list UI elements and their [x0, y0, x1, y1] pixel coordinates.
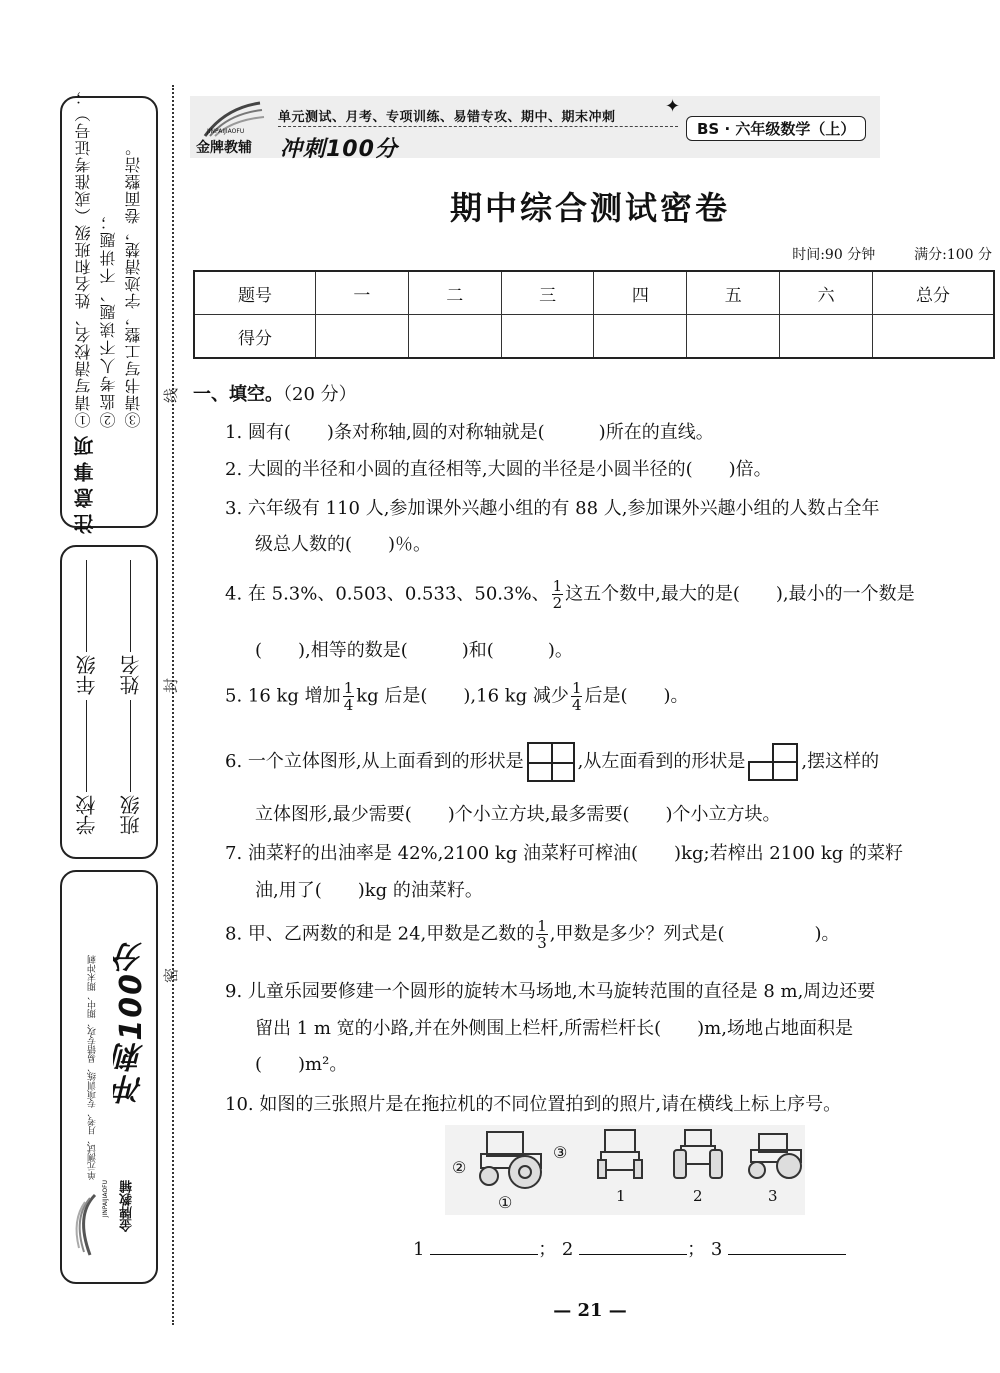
- score-header-cell: 总分: [873, 271, 995, 315]
- question-6-text-b: ,从左面看到的形状是: [577, 751, 746, 772]
- notice-heading: 注意事项: [73, 430, 97, 534]
- score-table: [193, 270, 995, 359]
- answer-blank-3[interactable]: [728, 1238, 846, 1255]
- question-4-text-b: 这五个数中,最大的是( ),最小的一个数是: [565, 583, 915, 605]
- position-marker-2: ②: [452, 1158, 467, 1177]
- cut-line-label: 线: [162, 387, 181, 404]
- grade-blank[interactable]: [86, 560, 87, 652]
- section-points: （20 分）: [283, 384, 357, 405]
- fraction-one-quarter: [343, 680, 355, 713]
- sidebar-brand: 金牌教辅: [120, 1180, 135, 1232]
- tractor-angle-icon: [743, 1130, 809, 1180]
- question-8-text-b: ,甲数是多少？列式是( )。: [549, 923, 840, 945]
- question-1: 1. 圆有( )条对称轴,圆的对称轴就是( )所在的直线。: [225, 422, 714, 443]
- position-marker-3: ③: [553, 1143, 568, 1162]
- score-cell[interactable]: [501, 315, 594, 359]
- grade-label: 年级: [75, 655, 99, 695]
- score-table-header-row: [194, 271, 994, 315]
- page-title: 期中综合测试密卷: [449, 189, 730, 227]
- header-dashes: [278, 126, 678, 127]
- section-heading: [193, 380, 357, 406]
- fraction-numerator: 1: [571, 679, 582, 697]
- score-cell[interactable]: [316, 315, 409, 359]
- score-header-cell: 六: [780, 271, 873, 315]
- photo-label-1: 1: [616, 1187, 626, 1205]
- section-title: 一、填空。: [193, 384, 283, 405]
- question-7-line-2: 油,用了( )kg 的油菜籽。: [255, 880, 483, 901]
- score-header-cell: 题号: [194, 271, 316, 315]
- fraction-denominator: 4: [343, 696, 354, 714]
- question-9-line-3: ( )m²。: [255, 1054, 348, 1075]
- cut-seal-label: 封: [162, 677, 181, 694]
- score-cell[interactable]: [408, 315, 501, 359]
- fraction-denominator: 4: [571, 696, 582, 714]
- school-blank[interactable]: [86, 700, 87, 792]
- exam-meta: [792, 244, 992, 264]
- header-brand: 金牌教辅: [196, 140, 252, 156]
- question-6-line-1: [225, 742, 879, 782]
- sidebar-slogan: 冲刺100分: [114, 940, 149, 1105]
- name-blank[interactable]: [130, 560, 131, 652]
- position-marker-1: ①: [498, 1193, 513, 1212]
- score-row-label: 得分: [194, 315, 316, 359]
- question-9-line-2: 留出 1 m 宽的小路,并在外侧围上栏杆,所需栏杆长( )m,场地占地面积是: [255, 1018, 853, 1039]
- exam-time: 时间:90 分钟: [792, 247, 876, 263]
- answer-label-1: 1: [413, 1239, 425, 1260]
- fraction-one-half: [552, 578, 564, 611]
- score-cell[interactable]: [780, 315, 873, 359]
- answer-separator: ；: [538, 1239, 557, 1260]
- fraction-one-third: [536, 918, 548, 951]
- left-view-shape-icon: [748, 742, 798, 782]
- school-label: 学校: [75, 795, 99, 835]
- score-cell[interactable]: [873, 315, 995, 359]
- answer-blank-2[interactable]: [579, 1238, 687, 1255]
- fraction-one-quarter: [571, 680, 583, 713]
- photo-label-2: 2: [693, 1187, 703, 1205]
- notice-item-1: ①请写清校名、姓名和班级（或准考证号）；: [74, 88, 93, 428]
- notice-item-2: ②监考人不读题、不讲题；: [99, 212, 118, 428]
- header-brand-pinyin: JINPAIJIAOFU: [207, 128, 245, 135]
- fraction-numerator: 1: [537, 917, 547, 935]
- question-9-line-1: 9. 儿童乐园要修建一个圆形的旋转木马场地,木马旋转范围的直径是 8 m,周边还要: [225, 981, 876, 1002]
- question-2: 2. 大圆的半径和小圆的直径相等,大圆的半径是小圆半径的( )倍。: [225, 459, 772, 480]
- sidebar-series: 单元测试、月考、专项训练、易错专攻、期中、期末冲刺: [88, 955, 98, 1180]
- header-series: 单元测试、月考、专项训练、易错专攻、期中、期末冲刺: [278, 110, 616, 125]
- question-6-text-a: 6. 一个立体图形,从上面看到的形状是: [225, 751, 524, 772]
- exam-full-score: 满分:100 分: [914, 247, 992, 263]
- question-5-text-c: 后是( )。: [584, 685, 689, 707]
- header-slogan: 冲刺100分: [280, 137, 398, 162]
- question-10: 10. 如图的三张照片是在拖拉机的不同位置拍到的照片,请在横线上标上序号。: [225, 1094, 842, 1115]
- question-3-line-1: 3. 六年级有 110 人,参加课外兴趣小组的有 88 人,参加课外兴趣小组的人数占全年: [225, 498, 880, 519]
- score-cell[interactable]: [687, 315, 780, 359]
- name-label: 姓名: [119, 655, 143, 695]
- cut-line: [172, 85, 174, 1325]
- class-blank[interactable]: [130, 700, 131, 792]
- fraction-denominator: 2: [552, 594, 563, 612]
- question-7-line-1: 7. 油菜籽的出油率是 42%,2100 kg 油菜籽可榨油( )kg;若榨出 2100 kg 的菜籽: [225, 843, 903, 864]
- score-header-cell: 五: [687, 271, 780, 315]
- page-number: — 21 —: [553, 1300, 627, 1321]
- answer-separator: ；: [687, 1239, 706, 1260]
- header-grade: BS · 六年级数学（上）: [686, 116, 866, 141]
- fraction-denominator: 3: [537, 934, 547, 952]
- question-5: [225, 680, 689, 713]
- sidebar-brand-pinyin: JINPAIJIAOFU: [102, 1180, 109, 1218]
- tractor-front-icon: [597, 1128, 643, 1180]
- question-4-line-2: ( ),相等的数是( )和( )。: [255, 640, 573, 661]
- fraction-numerator: 1: [552, 577, 563, 595]
- question-3-line-2: 级总人数的( )％。: [255, 534, 432, 555]
- score-header-cell: 四: [594, 271, 687, 315]
- score-cell[interactable]: [594, 315, 687, 359]
- question-5-text-a: 5. 16 kg 增加: [225, 685, 341, 707]
- question-6-line-2: 立体图形,最少需要( )个小立方块,最多需要( )个小立方块。: [255, 804, 781, 825]
- question-4-line-1: [225, 578, 915, 611]
- score-table-score-row: [194, 315, 994, 359]
- question-4-text-a: 4. 在 5.3%、0.503、0.53̇3̇、50.3%、: [225, 583, 550, 605]
- question-5-text-b: kg 后是( ),16 kg 减少: [356, 685, 569, 707]
- tractor-side-icon: [473, 1128, 551, 1190]
- class-label: 班级: [119, 795, 143, 835]
- sidebar-book-logo-icon: [70, 1190, 100, 1260]
- tractor-rear-icon: [673, 1128, 723, 1180]
- question-8-text-a: 8. 甲、乙两数的和是 24,甲数是乙数的: [225, 923, 535, 945]
- score-header-cell: 二: [408, 271, 501, 315]
- cut-secret-label: 密: [162, 967, 181, 984]
- fraction-numerator: 1: [343, 679, 354, 697]
- answer-label-3: 3: [710, 1239, 723, 1260]
- score-header-cell: 一: [316, 271, 409, 315]
- sparkle-icon: ✦: [665, 96, 681, 117]
- answer-label-2: 2: [561, 1239, 574, 1260]
- photo-label-3: 3: [768, 1187, 778, 1205]
- answer-blank-1[interactable]: [430, 1238, 538, 1255]
- top-view-shape-icon: [527, 742, 575, 782]
- score-header-cell: 三: [501, 271, 594, 315]
- answer-lines: [413, 1235, 846, 1261]
- question-8: [225, 918, 840, 951]
- question-6-text-c: ,摆这样的: [801, 751, 880, 772]
- notice-item-3: ③请书写工整，字迹清楚，卷面整洁。: [124, 139, 143, 428]
